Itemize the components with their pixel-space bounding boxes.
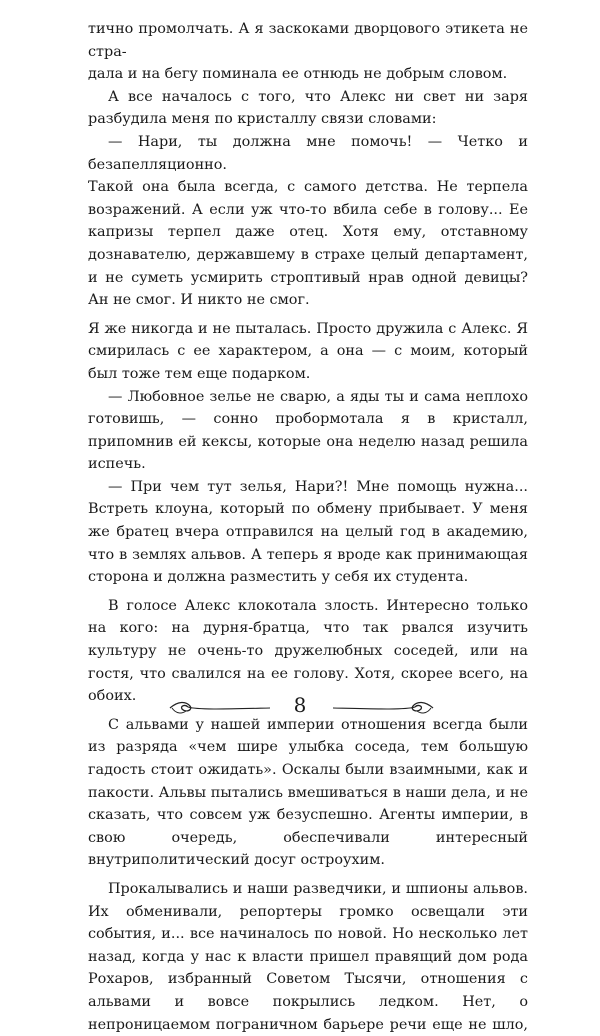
paragraph: Такой она была всегда, с самого детства. Не терпела возражений. А если уж что-то вбила себе в голову... Ее капризы терпел даже отец. Хотя ему, отставному дознавателю, державшему в страхе целый департамент, и не суметь усмирить строптивый нрав одной девицы? Ан не смог. И никто не смог.	[88, 179, 528, 309]
paragraph: дала и на бегу поминала ее отнюдь не добрым словом.	[88, 66, 508, 83]
page-footer	[0, 690, 600, 726]
paragraph: — Любовное зелье не сварю, а яды ты и сама неплохо готовишь, — сонно пробормотала я в кристалл, припомнив ей кексы, которые она неделю назад решила испечь.	[88, 388, 528, 473]
flourish-left-icon	[168, 700, 273, 716]
paragraph: Прокалывались и наши разведчики, и шпионы альвов. Их обменивали, репортеры громко освещали эти события, и... все начиналось по новой. Но несколько лет назад, когда у нас к власти пришел правящий дом рода Рохаров, избранный Советом Тысячи, отношения с альвами и вовсе покрылись ледком. Нет, о непроницаемом пограничном барьере речи еще не шло,	[88, 880, 528, 1033]
paragraph: тично промолчать. А я заскоками дворцового этикета не стра-	[88, 21, 528, 60]
paragraph: А все началось с того, что Алекс ни свет ни заря разбудила меня по кристаллу связи словами:	[88, 88, 528, 128]
paragraph: — При чем тут зелья, Нари?! Мне помощь нужна... Встреть клоуна, который по обмену прибывает. У меня же братец вчера отправился на целый год в академию, что в землях альвов. А теперь я вроде как принимающая сторона и должна разместить у себя их студента.	[88, 478, 528, 586]
page-text	[88, 18, 528, 1036]
paragraph: — Нари, ты должна мне помочь! — Четко и безапелляционно.	[88, 133, 528, 173]
paragraph: В голосе Алекс клокотала злость. Интересно только на кого: на дурня-братца, что так рвался изучить культуру не очень-то дружелюбных соседей, или на гостя, что свалился на ее голову. Хотя, скорее всего, на обоих.	[88, 597, 528, 705]
flourish-right-icon	[330, 700, 435, 716]
paragraph: Я же никогда и не пыталась. Просто дружила с Алекс. Я смирилась с ее характером, а она — с моим, который был тоже тем еще подарком.	[88, 320, 528, 382]
paragraph: С альвами у нашей империи отношения всегда были из разряда «чем шире улыбка соседа, тем большую гадость стоит ожидать». Оскалы были взаимными, как и пакости. Альвы пытались вмешиваться в наши дела, и не сказать, что совсем уж безуспешно. Агенты империи, в свою очередь, обеспечивали интересный внутриполитический досуг остроухим.	[88, 716, 528, 869]
page-number: 8	[293, 693, 307, 717]
